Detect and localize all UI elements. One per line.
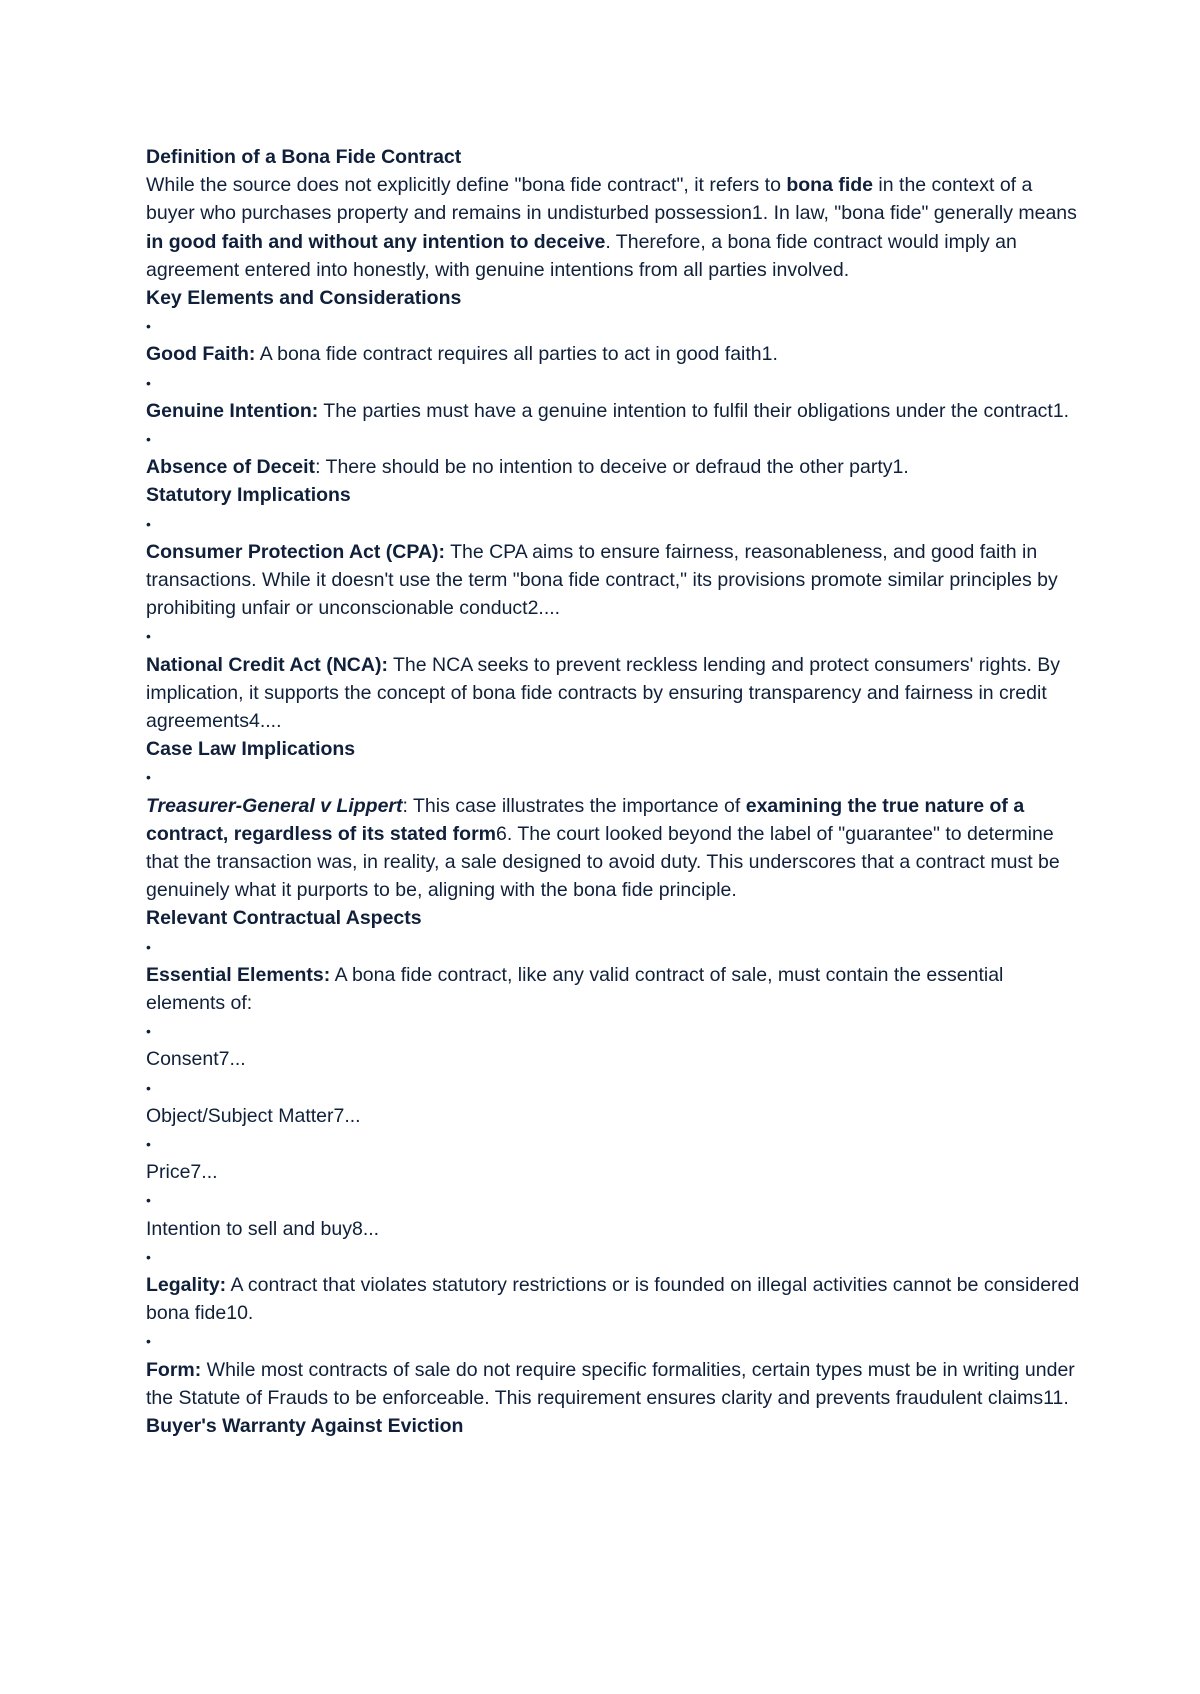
document-page: [146, 143, 1086, 1440]
list-item-form: Form: While most contracts of sale do not require specific formalities, certain types must be in writing under the Statute of Frauds to be enforceable. This requirement ensures clarity and prevents fraudulent claims11.: [146, 1358, 1075, 1409]
bullet-icon: •: [146, 1192, 151, 1209]
list-item-intention: Intention to sell and buy8...: [146, 1217, 380, 1240]
bullet-icon: •: [146, 769, 151, 786]
list-item-nca: National Credit Act (NCA): The NCA seeks to prevent reckless lending and protect consumers' rights. By implication, it supports the concept of bona fide contracts by ensuring transparency and fairness in credit agreements4....: [146, 653, 1061, 732]
bullet-icon: •: [146, 374, 151, 391]
bullet-icon: •: [146, 515, 151, 532]
heading-warranty: Buyer's Warranty Against Eviction: [146, 1414, 464, 1437]
list-item-cpa: Consumer Protection Act (CPA): The CPA aims to ensure fairness, reasonableness, and good faith in transactions. While it doesn't use the term "bona fide contract," its provisions promote similar principles by prohibiting unfair or unconscionable conduct2....: [146, 540, 1058, 620]
definition-paragraph: While the source does not explicitly define "bona fide contract", it refers to bona fide in the context of a buyer who purchases property and remains in undisturbed possession1. In law, "bona fide" generally means in good faith and without any intention to deceive. Therefore, a bona fide contract would imply an agreement entered into honestly, with genuine intentions from all parties involved.: [146, 174, 1077, 281]
heading-key-elements: Key Elements and Considerations: [146, 287, 462, 310]
heading-case-law: Case Law Implications: [146, 738, 356, 761]
bullet-icon: •: [146, 1135, 151, 1152]
bullet-icon: •: [146, 1079, 151, 1096]
list-item-genuine-intention: Genuine Intention: The parties must have a genuine intention to fulfil their obligations under the contract1.: [146, 399, 1070, 422]
list-item-price: Price7...: [146, 1161, 218, 1184]
bullet-icon: •: [146, 1023, 151, 1040]
list-item-legality: Legality: A contract that violates statutory restrictions or is founded on illegal activities cannot be considered bona fide10.: [146, 1273, 1080, 1325]
bullet-icon: •: [146, 1333, 151, 1350]
list-item-essential-elements: Essential Elements: A bona fide contract, like any valid contract of sale, must contain the essential elements of:: [146, 963, 1004, 1014]
bullet-icon: •: [146, 1248, 151, 1265]
bullet-icon: •: [146, 431, 151, 447]
bullet-icon: •: [146, 318, 151, 335]
heading-definition: Definition of a Bona Fide Contract: [146, 146, 462, 168]
heading-contractual: Relevant Contractual Aspects: [146, 907, 422, 930]
list-item-good-faith: Good Faith: A bona fide contract requires all parties to act in good faith1.: [146, 343, 778, 366]
list-item-object: Object/Subject Matter7...: [146, 1104, 361, 1127]
list-item-absence-of-deceit: Absence of Deceit: There should be no intention to deceive or defraud the other party1.: [146, 456, 909, 479]
bullet-icon: •: [146, 938, 151, 955]
heading-statutory: Statutory Implications: [146, 484, 351, 507]
list-item-consent: Consent7...: [146, 1048, 246, 1071]
bullet-icon: •: [146, 628, 151, 645]
list-item-lippert: Treasurer-General v Lippert: This case illustrates the importance of examining the true nature of a contract, regardless of its stated form6. The court looked beyond the label of "guarantee" to determine that the transaction was, in reality, a sale designed to avoid duty. This underscores that a contract must be genuinely what it purports to be, aligning with the bona fide principle.: [146, 794, 1060, 902]
